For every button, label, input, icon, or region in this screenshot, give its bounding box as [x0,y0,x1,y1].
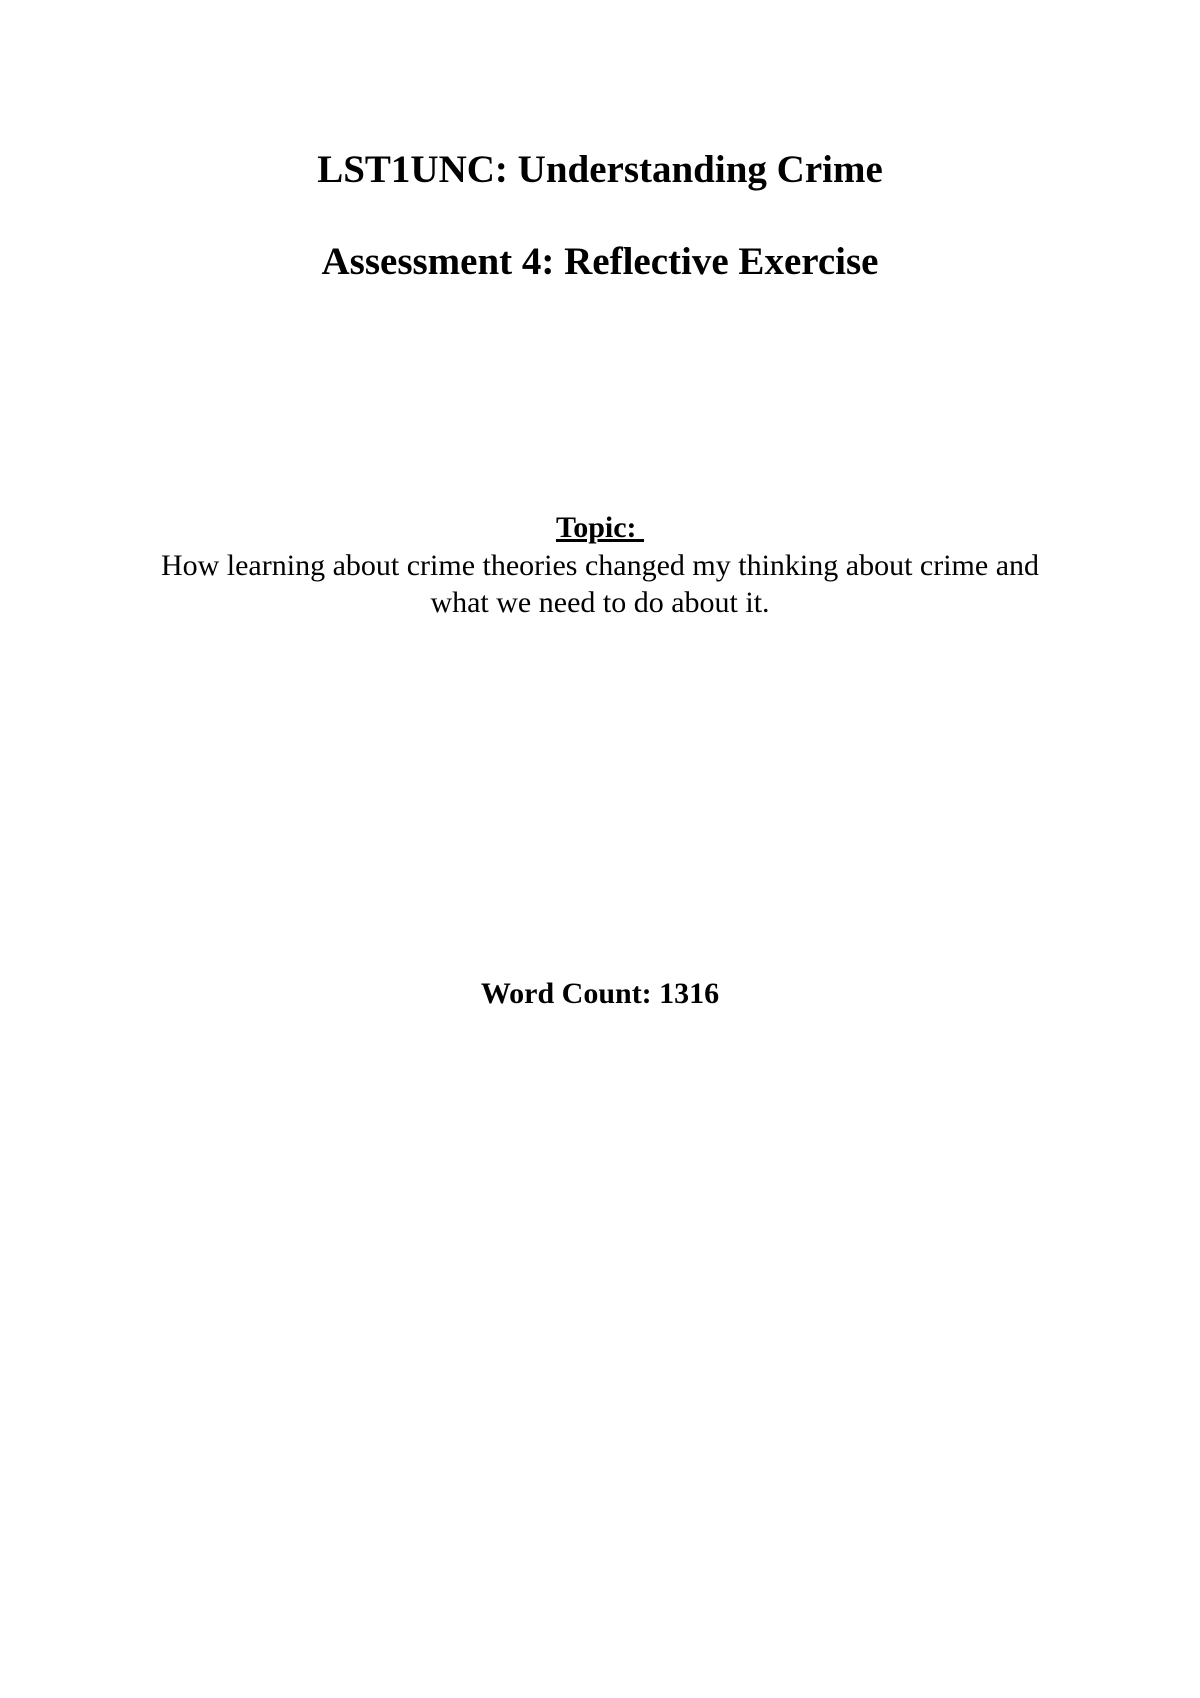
assessment-title: Assessment 4: Reflective Exercise [321,240,879,283]
course-title: LST1UNC: Understanding Crime [317,148,883,191]
topic-label: Topic: [555,511,645,544]
topic-text: How learning about crime theories changed my thinking about crime and what we need to do about it. [160,549,1040,619]
word-count: Word Count: 1316 [480,977,720,1010]
